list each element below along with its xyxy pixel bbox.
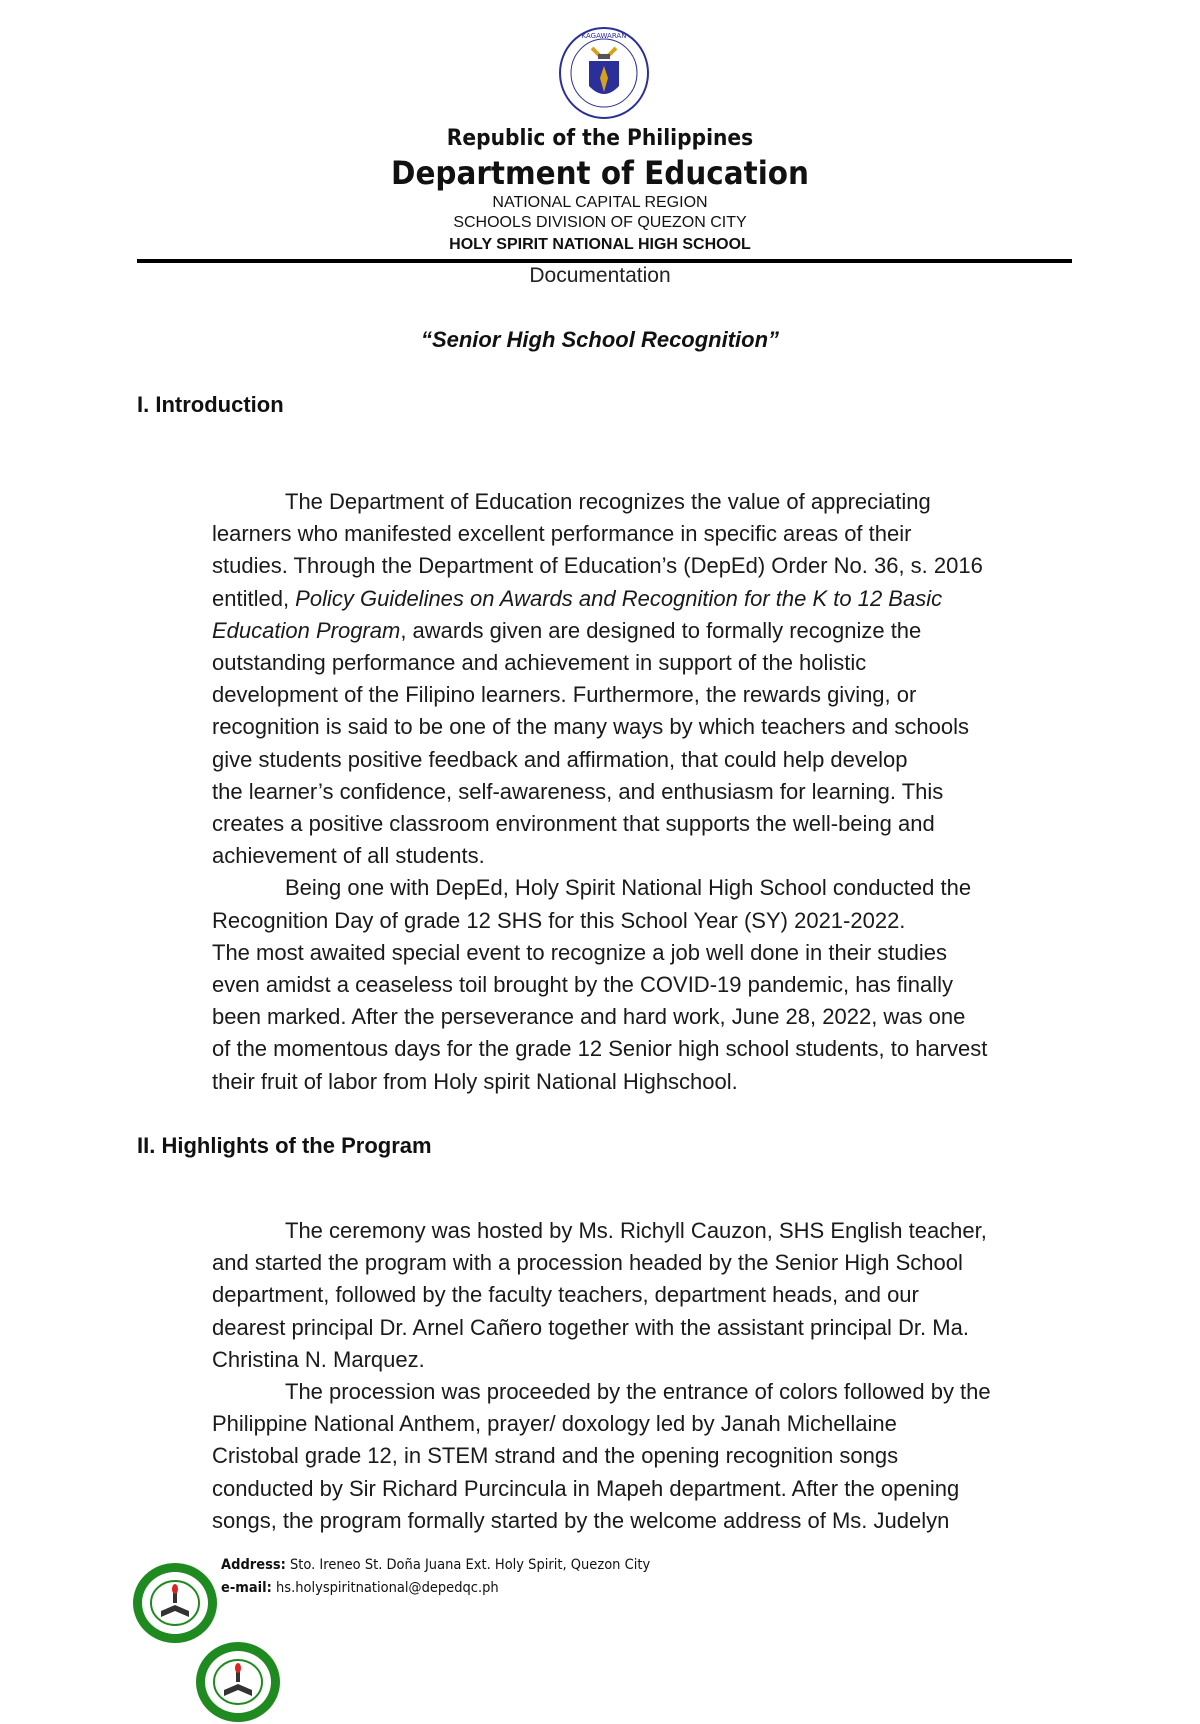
text-segment: Philippine National Anthem, prayer/ doxology led by Janah Michellaine — [212, 1411, 897, 1437]
email-value[interactable]: hs.holyspiritnational@depedqc.ph — [271, 1580, 499, 1596]
text-segment: Recognition Day of grade 12 SHS for this School Year (SY) 2021-2022. — [212, 907, 906, 933]
text-line — [285, 1218, 987, 1244]
text-line — [212, 908, 905, 934]
text-segment: department, followed by the faculty teachers, department heads, and our — [212, 1282, 919, 1308]
address-label: Address: — [221, 1557, 286, 1573]
text-segment: conducted by Sir Richard Purcincula in Mapeh department. After the opening — [212, 1475, 960, 1501]
text-line — [285, 1379, 991, 1405]
text-segment: The procession was proceeded by the entrance of colors followed by the — [285, 1379, 991, 1404]
text-line — [212, 586, 942, 612]
text-segment: The ceremony was hosted by Ms. Richyll Cauzon, SHS English teacher, — [285, 1218, 987, 1243]
text-line — [285, 875, 971, 901]
text-line — [212, 1004, 965, 1030]
text-line — [212, 1250, 963, 1276]
text-line — [212, 1069, 738, 1095]
text-line — [212, 1347, 425, 1373]
text-line — [212, 1282, 919, 1308]
text-segment: songs, the program formally started by the welcome address of Ms. Judelyn — [212, 1507, 950, 1533]
italic-text: Education Program — [212, 617, 401, 643]
text-segment: entitled, — [212, 585, 296, 611]
school-name: HOLY SPIRIT NATIONAL HIGH SCHOOL — [449, 236, 751, 253]
text-line — [212, 1443, 898, 1469]
school-seal-icon — [131, 1561, 219, 1645]
footer-address — [221, 1557, 650, 1573]
text-segment: creates a positive classroom environment that supports the well-being and — [212, 811, 935, 836]
text-segment: even amidst a ceaseless toil brought by the COVID-19 pandemic, has finally — [212, 972, 954, 997]
text-segment: The Department of Education recognizes the value of appreciating — [285, 489, 931, 514]
document-type: Documentation — [529, 264, 671, 287]
text-segment: development of the Filipino learners. Furthermore, the rewards giving, or — [212, 682, 917, 708]
text-line — [212, 940, 947, 966]
text-segment: learners who manifested excellent performance in specific areas of their — [212, 521, 912, 547]
footer-email — [221, 1580, 499, 1596]
text-segment: , awards given are designed to formally recognize the — [400, 617, 922, 643]
text-line — [212, 1315, 969, 1341]
text-line — [285, 489, 931, 515]
section-heading-introduction: I. Introduction — [137, 392, 284, 417]
text-segment: of the momentous days for the grade 12 Senior high school students, to harvest — [212, 1036, 988, 1062]
text-line — [212, 618, 921, 644]
text-segment: studies. Through the Department of Education’s (DepEd) Order No. 36, s. 2016 — [212, 553, 983, 579]
department-heading: Department of Education — [391, 154, 809, 192]
text-line — [212, 972, 953, 998]
division-label: SCHOOLS DIVISION OF QUEZON CITY — [453, 214, 747, 231]
svg-text:KAGAWARAN: KAGAWARAN — [581, 32, 627, 40]
republic-heading: Republic of the Philippines — [446, 126, 754, 151]
text-segment: achievement of all students. — [212, 843, 485, 869]
text-line — [212, 682, 916, 708]
deped-seal-logo — [556, 26, 652, 120]
text-line — [212, 747, 908, 773]
text-line — [212, 811, 935, 837]
text-line — [212, 1508, 949, 1534]
text-segment: the learner’s confidence, self-awareness, and enthusiasm for learning. This — [212, 778, 944, 804]
text-line — [212, 843, 485, 869]
italic-text: Policy Guidelines on Awards and Recognition for the K to 12 Basic — [295, 585, 943, 611]
text-segment: dearest principal Dr. Arnel Cañero together with the assistant principal Dr. Ma. — [212, 1314, 969, 1340]
text-line — [212, 1036, 987, 1062]
text-segment: recognition is said to be one of the many ways by which teachers and schools — [212, 714, 969, 740]
text-line — [212, 779, 943, 805]
text-line — [212, 553, 983, 579]
text-segment: Being one with DepEd, Holy Spirit National High School conducted the — [285, 875, 972, 901]
email-label: e-mail: — [221, 1580, 272, 1596]
document-title: “Senior High School Recognition” — [420, 327, 780, 352]
text-segment: Christina N. Marquez. — [212, 1346, 425, 1372]
text-segment: give students positive feedback and affirmation, that could help develop — [212, 746, 908, 772]
text-line — [212, 1411, 897, 1437]
text-segment: and started the program with a procession headed by the Senior High School — [212, 1250, 963, 1276]
address-value: Sto. Ireneo St. Doña Juana Ext. Holy Spirit, Quezon City — [285, 1557, 651, 1573]
header-divider — [137, 259, 1072, 263]
text-line — [212, 650, 866, 676]
text-line — [212, 1476, 959, 1502]
text-line — [212, 521, 911, 547]
school-seal-icon — [194, 1640, 282, 1724]
text-segment: their fruit of labor from Holy spirit National Highschool. — [212, 1068, 738, 1094]
region-label: NATIONAL CAPITAL REGION — [492, 194, 708, 211]
text-segment: outstanding performance and achievement in support of the holistic — [212, 650, 867, 675]
text-line — [212, 714, 969, 740]
text-segment: been marked. After the perseverance and hard work, June 28, 2022, was one — [212, 1004, 966, 1030]
text-segment: The most awaited special event to recognize a job well done in their studies — [212, 939, 947, 965]
text-segment: Cristobal grade 12, in STEM strand and the opening recognition songs — [212, 1443, 899, 1469]
section-heading-highlights: II. Highlights of the Program — [137, 1133, 432, 1158]
